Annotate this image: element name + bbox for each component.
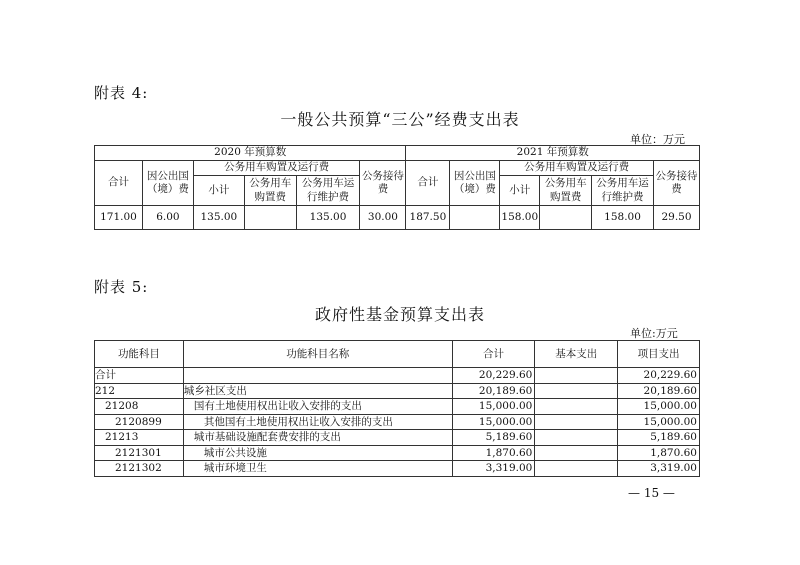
row-total: 1,870.60 <box>452 445 535 461</box>
row-project: 5,189.60 <box>618 430 700 446</box>
cell: 29.50 <box>653 206 699 230</box>
row-total: 5,189.60 <box>452 430 535 446</box>
vehicle-header: 公务用车购置及运行费 <box>193 161 360 176</box>
abroad-header: 因公出国（境）费 <box>142 161 193 206</box>
row-total: 3,319.00 <box>452 461 535 477</box>
annex5-title: 政府性基金预算支出表 <box>314 305 485 324</box>
total-header: 合计 <box>406 161 450 206</box>
cell: 171.00 <box>95 206 143 230</box>
row-code: 2121302 <box>95 461 184 477</box>
row-basic <box>535 414 618 430</box>
table-row <box>95 430 700 446</box>
subtotal-header: 小计 <box>500 176 540 206</box>
reception-header: 公务接待费 <box>360 161 406 206</box>
table-row <box>95 368 700 384</box>
row-basic <box>535 430 618 446</box>
cell: 158.00 <box>500 206 540 230</box>
table-row <box>95 445 700 461</box>
table-row <box>95 383 700 399</box>
annex4-table <box>94 145 700 230</box>
row-project: 15,000.00 <box>618 414 700 430</box>
purchase-header: 公务用车购置费 <box>244 176 296 206</box>
cell: 135.00 <box>296 206 360 230</box>
row-name <box>183 368 452 384</box>
row-code: 21213 <box>95 430 184 446</box>
row-name: 城市环境卫生 <box>183 461 452 477</box>
cell: 30.00 <box>360 206 406 230</box>
row-name: 城乡社区支出 <box>183 383 452 399</box>
row-name: 其他国有土地使用权出让收入安排的支出 <box>183 414 452 430</box>
col-header-total: 合计 <box>452 341 535 368</box>
col-header-project: 项目支出 <box>618 341 700 368</box>
annex4-title: 一般公共预算“三公”经费支出表 <box>280 110 520 129</box>
cell <box>244 206 296 230</box>
table-row <box>95 461 700 477</box>
row-total: 15,000.00 <box>452 399 535 415</box>
row-basic <box>535 461 618 477</box>
table-row <box>95 414 700 430</box>
cell: 6.00 <box>142 206 193 230</box>
col-header-basic: 基本支出 <box>535 341 618 368</box>
row-basic <box>535 368 618 384</box>
row-project: 20,189.60 <box>618 383 700 399</box>
annex5-unit: 单位:万元 <box>630 327 678 340</box>
abroad-header: 因公出国（境）费 <box>450 161 500 206</box>
row-name: 城市基础设施配套费安排的支出 <box>183 430 452 446</box>
row-basic <box>535 445 618 461</box>
row-project: 3,319.00 <box>618 461 700 477</box>
row-code: 212 <box>95 383 184 399</box>
row-project: 20,229.60 <box>618 368 700 384</box>
reception-header: 公务接待费 <box>653 161 699 206</box>
row-name: 国有土地使用权出让收入安排的支出 <box>183 399 452 415</box>
row-total: 20,229.60 <box>452 368 535 384</box>
annex5-table <box>94 340 700 477</box>
col-header-name: 功能科目名称 <box>183 341 452 368</box>
row-code: 合计 <box>95 368 184 384</box>
row-basic <box>535 399 618 415</box>
row-total: 20,189.60 <box>452 383 535 399</box>
cell <box>540 206 592 230</box>
annex5-label: 附表 5: <box>94 278 149 296</box>
vehicle-header: 公务用车购置及运行费 <box>500 161 654 176</box>
operation-header: 公务用车运行维护费 <box>592 176 654 206</box>
purchase-header: 公务用车购置费 <box>540 176 592 206</box>
row-total: 15,000.00 <box>452 414 535 430</box>
cell: 187.50 <box>406 206 450 230</box>
cell <box>450 206 500 230</box>
annex4-label: 附表 4: <box>94 84 149 102</box>
row-name: 城市公共设施 <box>183 445 452 461</box>
row-code: 2121301 <box>95 445 184 461</box>
row-project: 15,000.00 <box>618 399 700 415</box>
cell: 158.00 <box>592 206 654 230</box>
table-row <box>95 399 700 415</box>
row-code: 2120899 <box>95 414 184 430</box>
cell: 135.00 <box>193 206 244 230</box>
total-header: 合计 <box>95 161 143 206</box>
subtotal-header: 小计 <box>193 176 244 206</box>
operation-header: 公务用车运行维护费 <box>296 176 360 206</box>
row-project: 1,870.60 <box>618 445 700 461</box>
year-2020-header: 2020 年预算数 <box>95 146 406 161</box>
annex4-unit: 单位：万元 <box>630 133 685 146</box>
col-header-code: 功能科目 <box>95 341 184 368</box>
row-code: 21208 <box>95 399 184 415</box>
year-2021-header: 2021 年预算数 <box>406 146 700 161</box>
page-number: — 15 — <box>628 486 675 500</box>
row-basic <box>535 383 618 399</box>
